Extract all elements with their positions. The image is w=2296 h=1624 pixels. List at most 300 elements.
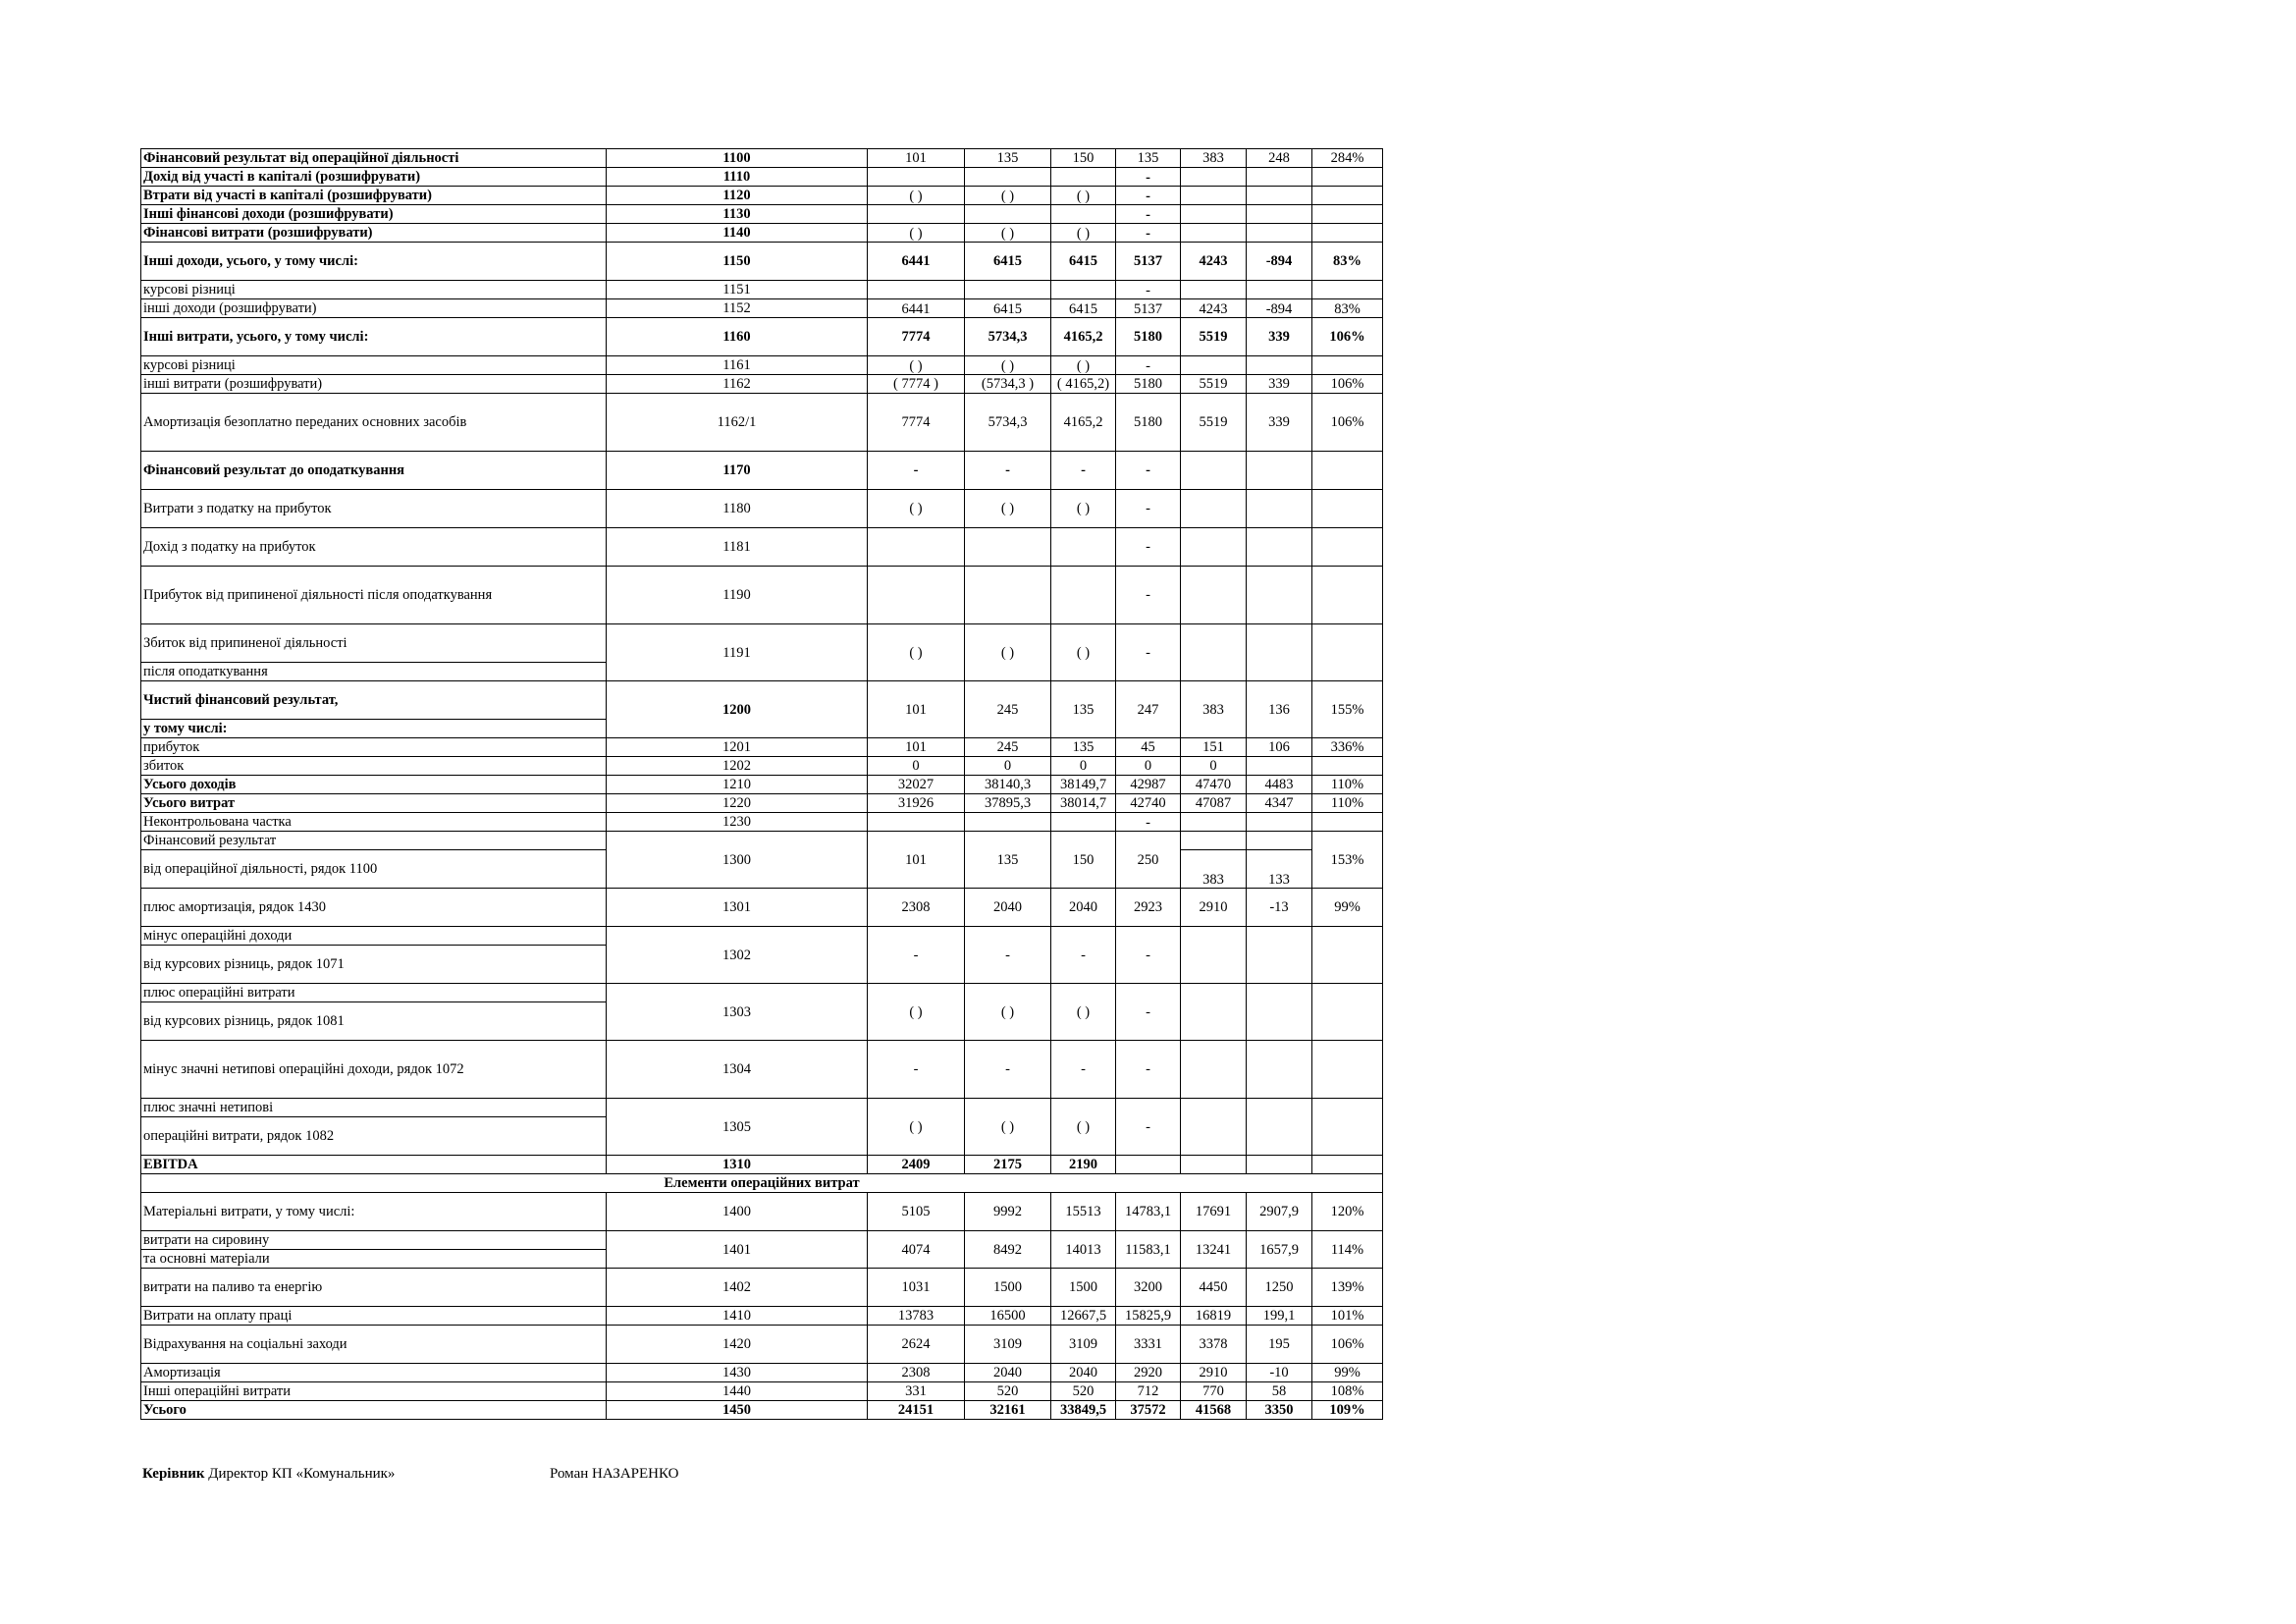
row-value: - xyxy=(1116,1099,1181,1156)
row-value: ( ) xyxy=(868,187,965,205)
financial-results-table xyxy=(140,148,1383,1420)
row-value: 106% xyxy=(1312,375,1383,394)
row-value: ( ) xyxy=(868,1099,965,1156)
row-value: ( 7774 ) xyxy=(868,375,965,394)
row-value xyxy=(1181,356,1247,375)
table-row xyxy=(141,776,1383,794)
row-value xyxy=(1181,452,1247,490)
row-name: Амортизація xyxy=(141,1364,607,1382)
row-value xyxy=(1051,528,1116,567)
row-code: 1170 xyxy=(607,452,868,490)
table-row xyxy=(141,168,1383,187)
row-value: 110% xyxy=(1312,776,1383,794)
row-value: 6441 xyxy=(868,299,965,318)
row-value: 135 xyxy=(965,832,1051,889)
row-value: 248 xyxy=(1247,149,1312,168)
signature-person: Роман НАЗАРЕНКО xyxy=(550,1466,679,1482)
row-value: - xyxy=(1116,356,1181,375)
row-code: 1400 xyxy=(607,1193,868,1231)
row-code: 1120 xyxy=(607,187,868,205)
row-value xyxy=(1247,567,1312,624)
table-row xyxy=(141,1326,1383,1364)
row-value xyxy=(1181,1041,1247,1099)
row-value xyxy=(965,567,1051,624)
table-row xyxy=(141,1041,1383,1099)
row-value: ( ) xyxy=(965,187,1051,205)
row-value: 4243 xyxy=(1181,243,1247,281)
row-value: 14013 xyxy=(1051,1231,1116,1269)
table-row xyxy=(141,1231,1383,1250)
row-value xyxy=(868,528,965,567)
row-code: 1162 xyxy=(607,375,868,394)
signature-block xyxy=(142,1466,395,1483)
row-value: 38140,3 xyxy=(965,776,1051,794)
row-value: 42740 xyxy=(1116,794,1181,813)
row-value: 120% xyxy=(1312,1193,1383,1231)
row-value: 339 xyxy=(1247,375,1312,394)
row-value: ( ) xyxy=(1051,490,1116,528)
row-value xyxy=(1181,567,1247,624)
row-value: 2040 xyxy=(1051,1364,1116,1382)
row-name: витрати на паливо та енергію xyxy=(141,1269,607,1307)
row-value xyxy=(1247,187,1312,205)
row-name: курсові різниці xyxy=(141,356,607,375)
table-row xyxy=(141,1382,1383,1401)
row-code: 1401 xyxy=(607,1231,868,1269)
row-value: - xyxy=(868,452,965,490)
row-value: 17691 xyxy=(1181,1193,1247,1231)
row-value: 13783 xyxy=(868,1307,965,1326)
row-value: -894 xyxy=(1247,243,1312,281)
row-value xyxy=(1181,205,1247,224)
row-value: 58 xyxy=(1247,1382,1312,1401)
row-value xyxy=(868,281,965,299)
row-name: інші доходи (розшифрувати) xyxy=(141,299,607,318)
row-value: 106% xyxy=(1312,1326,1383,1364)
row-value: 32161 xyxy=(965,1401,1051,1420)
row-value xyxy=(1247,356,1312,375)
row-value: 0 xyxy=(965,757,1051,776)
row-code: 1201 xyxy=(607,738,868,757)
row-value: -13 xyxy=(1247,889,1312,927)
row-name: Фінансовий результат від операційної діяльності xyxy=(141,149,607,168)
table-row xyxy=(141,794,1383,813)
row-value: 7774 xyxy=(868,318,965,356)
row-value: - xyxy=(1116,624,1181,681)
row-value xyxy=(1247,168,1312,187)
row-value: 38149,7 xyxy=(1051,776,1116,794)
row-name: витрати на сировину xyxy=(141,1231,607,1250)
row-value: 37572 xyxy=(1116,1401,1181,1420)
row-value: 3350 xyxy=(1247,1401,1312,1420)
row-name: у тому числі: xyxy=(141,720,607,738)
row-value: - xyxy=(1116,187,1181,205)
row-value: 1250 xyxy=(1247,1269,1312,1307)
row-value: ( 4165,2) xyxy=(1051,375,1116,394)
row-value: ( ) xyxy=(868,984,965,1041)
row-value: - xyxy=(1116,168,1181,187)
row-value: 150 xyxy=(1051,149,1116,168)
table-row xyxy=(141,205,1383,224)
row-code: 1151 xyxy=(607,281,868,299)
row-value xyxy=(1247,205,1312,224)
row-value xyxy=(1312,224,1383,243)
row-value: 155% xyxy=(1312,681,1383,738)
row-value xyxy=(1312,567,1383,624)
row-value: 1500 xyxy=(1051,1269,1116,1307)
row-value: 1031 xyxy=(868,1269,965,1307)
row-value xyxy=(1247,624,1312,681)
row-value: 6415 xyxy=(1051,299,1116,318)
row-code: 1450 xyxy=(607,1401,868,1420)
row-value xyxy=(1181,624,1247,681)
row-value: 33849,5 xyxy=(1051,1401,1116,1420)
row-value xyxy=(1247,281,1312,299)
table-row xyxy=(141,567,1383,624)
row-value xyxy=(1181,813,1247,832)
row-value: 383 xyxy=(1181,850,1247,889)
row-value xyxy=(1312,281,1383,299)
row-value: 4483 xyxy=(1247,776,1312,794)
row-value: 5734,3 xyxy=(965,318,1051,356)
row-value: 7774 xyxy=(868,394,965,452)
row-value: - xyxy=(1116,1041,1181,1099)
table-row xyxy=(141,299,1383,318)
row-value: 150 xyxy=(1051,832,1116,889)
row-value: 31926 xyxy=(868,794,965,813)
row-value: 245 xyxy=(965,738,1051,757)
row-value xyxy=(1312,168,1383,187)
table-row xyxy=(141,1174,1383,1193)
table-row xyxy=(141,738,1383,757)
row-code: 1152 xyxy=(607,299,868,318)
row-value xyxy=(1312,205,1383,224)
row-value: 2175 xyxy=(965,1156,1051,1174)
row-value xyxy=(1247,224,1312,243)
row-value: ( ) xyxy=(965,224,1051,243)
row-code: 1440 xyxy=(607,1382,868,1401)
row-value: 5180 xyxy=(1116,394,1181,452)
row-value: 2040 xyxy=(1051,889,1116,927)
row-value: 136 xyxy=(1247,681,1312,738)
row-code: 1130 xyxy=(607,205,868,224)
row-value: 4165,2 xyxy=(1051,318,1116,356)
row-value: - xyxy=(1116,205,1181,224)
row-value: - xyxy=(1051,927,1116,984)
table-row xyxy=(141,984,1383,1002)
row-value: ( ) xyxy=(965,490,1051,528)
row-value xyxy=(1181,168,1247,187)
row-value xyxy=(868,567,965,624)
table-row xyxy=(141,224,1383,243)
row-value xyxy=(1312,490,1383,528)
row-value: 45 xyxy=(1116,738,1181,757)
row-value xyxy=(1312,927,1383,984)
row-name: Матеріальні витрати, у тому числі: xyxy=(141,1193,607,1231)
row-value xyxy=(1181,927,1247,984)
row-value: 4450 xyxy=(1181,1269,1247,1307)
row-value: 5137 xyxy=(1116,243,1181,281)
row-value: ( ) xyxy=(868,356,965,375)
table-row xyxy=(141,1193,1383,1231)
row-value: 2624 xyxy=(868,1326,965,1364)
row-code: 1220 xyxy=(607,794,868,813)
row-value: ( ) xyxy=(868,224,965,243)
row-value xyxy=(868,813,965,832)
row-code: 1304 xyxy=(607,1041,868,1099)
table-row xyxy=(141,813,1383,832)
row-value xyxy=(1181,984,1247,1041)
row-value: 101 xyxy=(868,738,965,757)
row-value: 101 xyxy=(868,149,965,168)
row-name: операційні витрати, рядок 1082 xyxy=(141,1117,607,1156)
table-row xyxy=(141,1156,1383,1174)
row-value xyxy=(1247,528,1312,567)
table-row xyxy=(141,1269,1383,1307)
row-value: 8492 xyxy=(965,1231,1051,1269)
row-value: 12667,5 xyxy=(1051,1307,1116,1326)
row-value: - xyxy=(965,452,1051,490)
row-code: 1100 xyxy=(607,149,868,168)
row-value xyxy=(1051,281,1116,299)
row-value: 139% xyxy=(1312,1269,1383,1307)
table-row xyxy=(141,624,1383,663)
row-name: від курсових різниць, рядок 1071 xyxy=(141,946,607,984)
row-value: 2907,9 xyxy=(1247,1193,1312,1231)
row-name: Втрати від участі в капіталі (розшифрувати) xyxy=(141,187,607,205)
row-value: 250 xyxy=(1116,832,1181,889)
row-value: ( ) xyxy=(1051,356,1116,375)
row-name: Усього xyxy=(141,1401,607,1420)
row-value xyxy=(965,168,1051,187)
row-value: -10 xyxy=(1247,1364,1312,1382)
row-value: ( ) xyxy=(1051,1099,1116,1156)
row-value: - xyxy=(1116,927,1181,984)
row-value: 153% xyxy=(1312,832,1383,889)
row-value: 2910 xyxy=(1181,889,1247,927)
row-value: 712 xyxy=(1116,1382,1181,1401)
row-value: 5734,3 xyxy=(965,394,1051,452)
row-value: ( ) xyxy=(868,490,965,528)
row-name: мінус операційні доходи xyxy=(141,927,607,946)
row-value xyxy=(1312,984,1383,1041)
row-value: 5180 xyxy=(1116,375,1181,394)
row-value: - xyxy=(1116,813,1181,832)
row-name: прибуток xyxy=(141,738,607,757)
row-name: EBITDA xyxy=(141,1156,607,1174)
row-value: 4347 xyxy=(1247,794,1312,813)
table-row xyxy=(141,375,1383,394)
table-row xyxy=(141,889,1383,927)
row-value xyxy=(1051,813,1116,832)
row-name: від курсових різниць, рядок 1081 xyxy=(141,1002,607,1041)
row-name: збиток xyxy=(141,757,607,776)
row-code: 1210 xyxy=(607,776,868,794)
row-value: 108% xyxy=(1312,1382,1383,1401)
row-value xyxy=(1181,224,1247,243)
row-value: 99% xyxy=(1312,1364,1383,1382)
section-heading: Елементи операційних витрат xyxy=(141,1174,1383,1193)
row-name: Збиток від припиненої діяльності xyxy=(141,624,607,663)
row-value: ( ) xyxy=(868,624,965,681)
row-value: ( ) xyxy=(965,356,1051,375)
row-value: 2923 xyxy=(1116,889,1181,927)
table-row xyxy=(141,1099,1383,1117)
row-value: 0 xyxy=(868,757,965,776)
row-code: 1430 xyxy=(607,1364,868,1382)
row-value: 284% xyxy=(1312,149,1383,168)
row-value xyxy=(965,205,1051,224)
row-value xyxy=(1312,1041,1383,1099)
row-name: Дохід від участі в капіталі (розшифрувати) xyxy=(141,168,607,187)
table-row xyxy=(141,187,1383,205)
row-value: 83% xyxy=(1312,243,1383,281)
row-value xyxy=(965,281,1051,299)
row-value: 16500 xyxy=(965,1307,1051,1326)
row-value: 16819 xyxy=(1181,1307,1247,1326)
table-row xyxy=(141,528,1383,567)
row-code: 1191 xyxy=(607,624,868,681)
row-code: 1303 xyxy=(607,984,868,1041)
table-row xyxy=(141,394,1383,452)
row-value: 4165,2 xyxy=(1051,394,1116,452)
row-value xyxy=(1247,757,1312,776)
row-value: 106 xyxy=(1247,738,1312,757)
row-code: 1310 xyxy=(607,1156,868,1174)
table-row xyxy=(141,149,1383,168)
row-value: 339 xyxy=(1247,394,1312,452)
row-code: 1140 xyxy=(607,224,868,243)
row-name: Інші фінансові доходи (розшифрувати) xyxy=(141,205,607,224)
row-value xyxy=(1247,813,1312,832)
row-name: Прибуток від припиненої діяльності після оподаткування xyxy=(141,567,607,624)
table-row xyxy=(141,1364,1383,1382)
row-value: - xyxy=(1116,490,1181,528)
row-code: 1161 xyxy=(607,356,868,375)
row-name: плюс амортизація, рядок 1430 xyxy=(141,889,607,927)
row-value: 135 xyxy=(965,149,1051,168)
row-value: 2190 xyxy=(1051,1156,1116,1174)
row-value: 245 xyxy=(965,681,1051,738)
row-name: Інші операційні витрати xyxy=(141,1382,607,1401)
row-value: 336% xyxy=(1312,738,1383,757)
row-value: - xyxy=(868,1041,965,1099)
row-value: 5519 xyxy=(1181,375,1247,394)
row-value xyxy=(965,813,1051,832)
row-name: Неконтрольована частка xyxy=(141,813,607,832)
table-row xyxy=(141,1307,1383,1326)
row-name: Відрахування на соціальні заходи xyxy=(141,1326,607,1364)
row-value: 37895,3 xyxy=(965,794,1051,813)
row-value: ( ) xyxy=(965,1099,1051,1156)
row-code: 1110 xyxy=(607,168,868,187)
row-value xyxy=(1247,984,1312,1041)
row-name: Дохід з податку на прибуток xyxy=(141,528,607,567)
row-value: 2409 xyxy=(868,1156,965,1174)
row-value: 5137 xyxy=(1116,299,1181,318)
row-value: 3109 xyxy=(1051,1326,1116,1364)
row-value xyxy=(1181,187,1247,205)
row-value xyxy=(1312,757,1383,776)
row-value: 199,1 xyxy=(1247,1307,1312,1326)
row-value xyxy=(1051,205,1116,224)
row-value: 6415 xyxy=(1051,243,1116,281)
table-row xyxy=(141,243,1383,281)
row-value: 135 xyxy=(1116,149,1181,168)
row-name: Фінансові витрати (розшифрувати) xyxy=(141,224,607,243)
table-row xyxy=(141,452,1383,490)
row-value: 0 xyxy=(1181,757,1247,776)
row-value: 4074 xyxy=(868,1231,965,1269)
row-value: 11583,1 xyxy=(1116,1231,1181,1269)
row-value: 15825,9 xyxy=(1116,1307,1181,1326)
row-name: Амортизація безоплатно переданих основних засобів xyxy=(141,394,607,452)
row-value xyxy=(965,528,1051,567)
row-value: 42987 xyxy=(1116,776,1181,794)
row-value-empty xyxy=(1181,832,1247,850)
signature-label: Керівник xyxy=(142,1466,205,1482)
row-value xyxy=(1051,168,1116,187)
row-name: та основні матеріали xyxy=(141,1250,607,1269)
row-value: 151 xyxy=(1181,738,1247,757)
row-value: (5734,3 ) xyxy=(965,375,1051,394)
row-value: 5519 xyxy=(1181,318,1247,356)
row-value: ( ) xyxy=(965,624,1051,681)
row-name: мінус значні нетипові операційні доходи, рядок 1072 xyxy=(141,1041,607,1099)
row-value: 3378 xyxy=(1181,1326,1247,1364)
row-value: 0 xyxy=(1051,757,1116,776)
row-code: 1202 xyxy=(607,757,868,776)
row-value: 2910 xyxy=(1181,1364,1247,1382)
row-value: 83% xyxy=(1312,299,1383,318)
row-value: 101 xyxy=(868,681,965,738)
row-value: 2040 xyxy=(965,889,1051,927)
row-name: Фінансовий результат до оподаткування xyxy=(141,452,607,490)
row-name: інші витрати (розшифрувати) xyxy=(141,375,607,394)
row-value: 383 xyxy=(1181,681,1247,738)
row-value: 2308 xyxy=(868,889,965,927)
row-value: - xyxy=(1051,1041,1116,1099)
row-code: 1200 xyxy=(607,681,868,738)
row-value: ( ) xyxy=(1051,984,1116,1041)
row-value xyxy=(1247,452,1312,490)
row-value xyxy=(1312,813,1383,832)
row-value: - xyxy=(1116,224,1181,243)
row-value xyxy=(1312,356,1383,375)
row-value xyxy=(1312,528,1383,567)
row-code: 1302 xyxy=(607,927,868,984)
row-code: 1301 xyxy=(607,889,868,927)
row-value xyxy=(1247,490,1312,528)
table-row xyxy=(141,757,1383,776)
row-value: ( ) xyxy=(1051,224,1116,243)
row-code: 1162/1 xyxy=(607,394,868,452)
row-value: 1657,9 xyxy=(1247,1231,1312,1269)
row-value xyxy=(1116,1156,1181,1174)
row-value xyxy=(868,168,965,187)
row-value: 520 xyxy=(965,1382,1051,1401)
row-value: 101 xyxy=(868,832,965,889)
row-name: плюс значні нетипові xyxy=(141,1099,607,1117)
signature-position: Директор КП «Комунальник» xyxy=(208,1466,396,1482)
row-value: 106% xyxy=(1312,394,1383,452)
row-value xyxy=(1312,1099,1383,1156)
row-value xyxy=(1312,187,1383,205)
row-value: 195 xyxy=(1247,1326,1312,1364)
row-value: 3200 xyxy=(1116,1269,1181,1307)
row-value: 109% xyxy=(1312,1401,1383,1420)
row-value: 9992 xyxy=(965,1193,1051,1231)
